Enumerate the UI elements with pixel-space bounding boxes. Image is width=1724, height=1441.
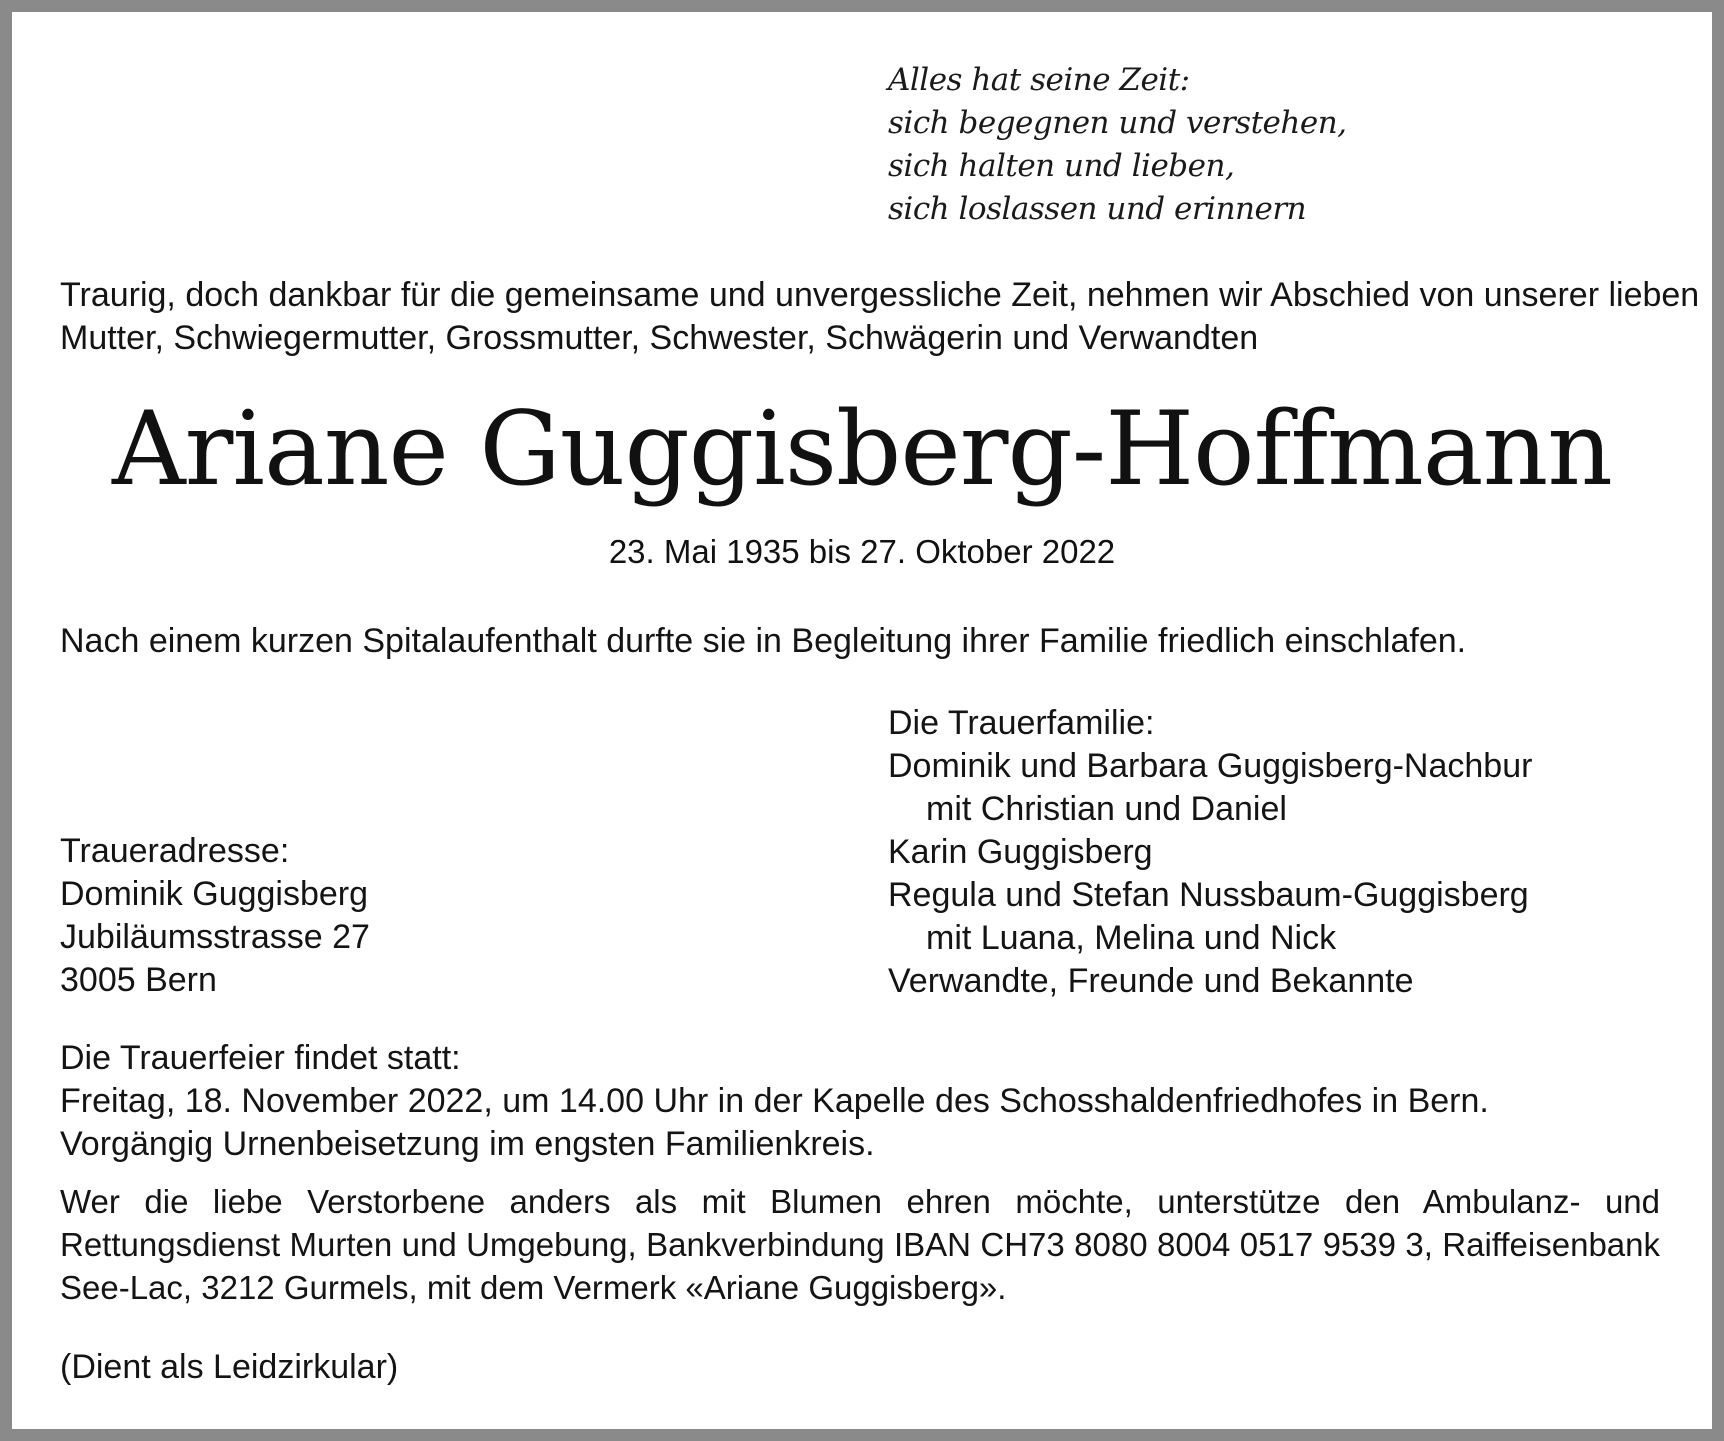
life-dates: 23. Mai 1935 bis 27. Oktober 2022 (608, 533, 1116, 570)
motto-line: sich halten und lieben, (888, 148, 1235, 184)
passing-sentence: Nach einem kurzen Spitalaufenthalt durfte sie in Begleitung ihrer Familie friedlich einschlafen. (60, 622, 1467, 660)
address-city: 3005 Bern (60, 961, 217, 999)
circular-note: (Dient als Leidzirkular) (60, 1348, 399, 1386)
address-heading: Traueradresse: (60, 832, 290, 870)
family-member: Karin Guggisberg (888, 833, 1153, 871)
family-member: Dominik und Barbara Guggisberg-Nachbur (888, 747, 1533, 785)
address-street: Jubiläumsstrasse 27 (60, 918, 370, 956)
intro-text (60, 274, 1699, 360)
motto-line: sich begegnen und verstehen, (888, 105, 1347, 141)
obituary-page (12, 12, 1712, 1429)
ceremony-urn-note: Vorgängig Urnenbeisetzung im engsten Familienkreis. (60, 1125, 875, 1163)
motto-line: Alles hat seine Zeit: (888, 62, 1190, 98)
family-member: Regula und Stefan Nussbaum-Guggisberg (888, 876, 1529, 914)
family-member-children: mit Luana, Melina und Nick (926, 919, 1337, 957)
mourning-address (60, 830, 370, 1002)
donation-note: Wer die liebe Verstorbene anders als mit Blumen ehren möchte, unterstütze den Ambulanz- und Rettungsdienst Murten und Umgebung, Bankverbindung IBAN CH73 8080 8004 0517 9539 3, Raiffeisenbank See-Lac, 3212 Gurmels, mit dem Vermerk «Ariane Guggisberg». (60, 1183, 1660, 1306)
ceremony-heading: Die Trauerfeier findet statt: (60, 1039, 461, 1077)
deceased-name: Ariane Guggisberg-Hoffmann (111, 390, 1612, 509)
funeral-ceremony (60, 1037, 1489, 1166)
intro-line: Traurig, doch dankbar für die gemeinsame und unvergessliche Zeit, nehmen wir Abschied von unserer lieben (60, 276, 1700, 314)
address-name: Dominik Guggisberg (60, 875, 369, 913)
family-member-children: mit Christian und Daniel (926, 790, 1287, 828)
motto-line: sich loslassen und erinnern (888, 191, 1307, 227)
mourning-family (888, 702, 1532, 1003)
ceremony-details: Freitag, 18. November 2022, um 14.00 Uhr in der Kapelle des Schosshaldenfriedhofes in Bern. (60, 1082, 1489, 1120)
intro-line: Mutter, Schwiegermutter, Grossmutter, Schwester, Schwägerin und Verwandten (60, 319, 1259, 357)
motto-poem (888, 59, 1347, 231)
family-heading: Die Trauerfamilie: (888, 704, 1155, 742)
family-member: Verwandte, Freunde und Bekannte (888, 962, 1414, 1000)
